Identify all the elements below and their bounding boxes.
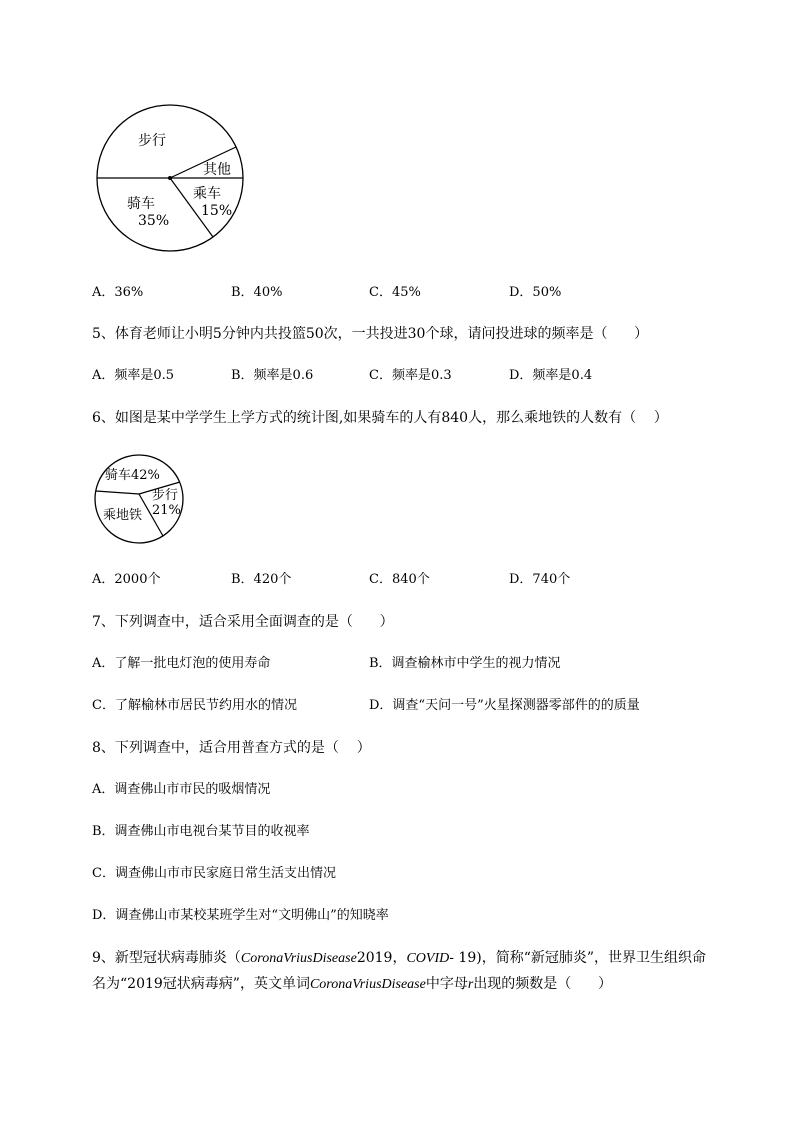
q7-option-d[interactable]: D．调查“天问一号”火星探测器零部件的的质量 [369, 698, 640, 713]
q4-option-b[interactable]: B．40% [231, 285, 283, 300]
q7-option-a[interactable]: A．了解一批电灯泡的使用寿命 [92, 656, 271, 671]
q9-term-disease: CoronaVriusDisease [240, 951, 357, 966]
q9-letter-r: r [467, 977, 474, 992]
q4-label-ride-pct: 15% [201, 203, 233, 219]
q4-pie-center [168, 176, 172, 180]
q9-text: 出现的频数是（ ） [473, 976, 612, 992]
q8-option-a[interactable]: A．调查佛山市市民的吸烟情况 [92, 782, 271, 797]
q5-option-b[interactable]: B．频率是0.6 [231, 368, 314, 383]
q6-stem: 6、如图是某中学学生上学方式的统计图,如果骑车的人有840人，那么乘地铁的人数有（ ） [92, 410, 668, 426]
q4-label-bike-pct: 35% [138, 213, 170, 229]
q6-label-bike: 骑车42% [105, 468, 160, 483]
q4-option-a[interactable]: A．36% [92, 285, 144, 300]
q7-option-b[interactable]: B．调查榆林市中学生的视力情况 [369, 656, 561, 671]
q5-option-c[interactable]: C．频率是0.3 [369, 368, 452, 383]
q4-label-walk: 步行 [138, 133, 166, 149]
q7-option-c[interactable]: C．了解榆林市居民节约用水的情况 [92, 698, 297, 713]
q4-label-bike: 骑车 [127, 196, 155, 212]
q6-label-walk: 步行 [152, 488, 179, 503]
q9-text: 中字母 [425, 976, 468, 992]
q6-option-b[interactable]: B．420个 [231, 572, 292, 587]
q8-option-c[interactable]: C．调查佛山市市民家庭日常生活支出情况 [92, 866, 336, 881]
q9-term-covid: COVID [406, 951, 450, 966]
q6-label-subway: 乘地铁 [103, 508, 143, 523]
q8-option-b[interactable]: B．调查佛山市电视台某节目的收视率 [92, 824, 310, 839]
q5-stem: 5、体育老师让小明5分钟内共投篮50次，一共投进30个球，请问投进球的频率是（ ） [92, 326, 649, 342]
q5-option-d[interactable]: D．频率是0.4 [509, 368, 593, 383]
q6-label-walk-pct: 21% [152, 503, 181, 518]
q8-stem: 8、下列调查中，适合用普查方式的是（ ） [92, 740, 371, 756]
q9-text: 2019， [356, 950, 407, 966]
q4-option-c[interactable]: C．45% [369, 285, 421, 300]
q5-option-a[interactable]: A．频率是0.5 [92, 368, 175, 383]
q6-pie-chart [93, 452, 185, 546]
q6-option-c[interactable]: C．840个 [369, 572, 430, 587]
q8-option-d[interactable]: D．调查佛山市某校某班学生对“文明佛山”的知晓率 [92, 908, 389, 923]
q6-pie-divider-left [96, 491, 139, 494]
q7-stem: 7、下列调查中，适合采用全面调查的是（ ） [92, 614, 394, 630]
q4-option-d[interactable]: D．50% [509, 285, 562, 300]
q4-pie-chart [90, 98, 250, 258]
q9-text: - 19)，简称“新冠肺炎”，世界卫生组织命 [449, 950, 707, 966]
q9-term-disease: CoronaVriusDisease [309, 977, 426, 992]
q4-label-ride: 乘车 [193, 186, 221, 202]
q6-option-d[interactable]: D．740个 [509, 572, 571, 587]
q9-stem-line1 [92, 949, 706, 968]
q9-text: 9、新型冠状病毒肺炎（ [92, 950, 241, 966]
q9-text: 名为“2019冠状病毒病”，英文单词 [92, 976, 310, 992]
q6-option-a[interactable]: A．2000个 [92, 572, 161, 587]
q9-stem-line2 [92, 975, 612, 994]
q4-label-other: 其他 [203, 162, 231, 178]
